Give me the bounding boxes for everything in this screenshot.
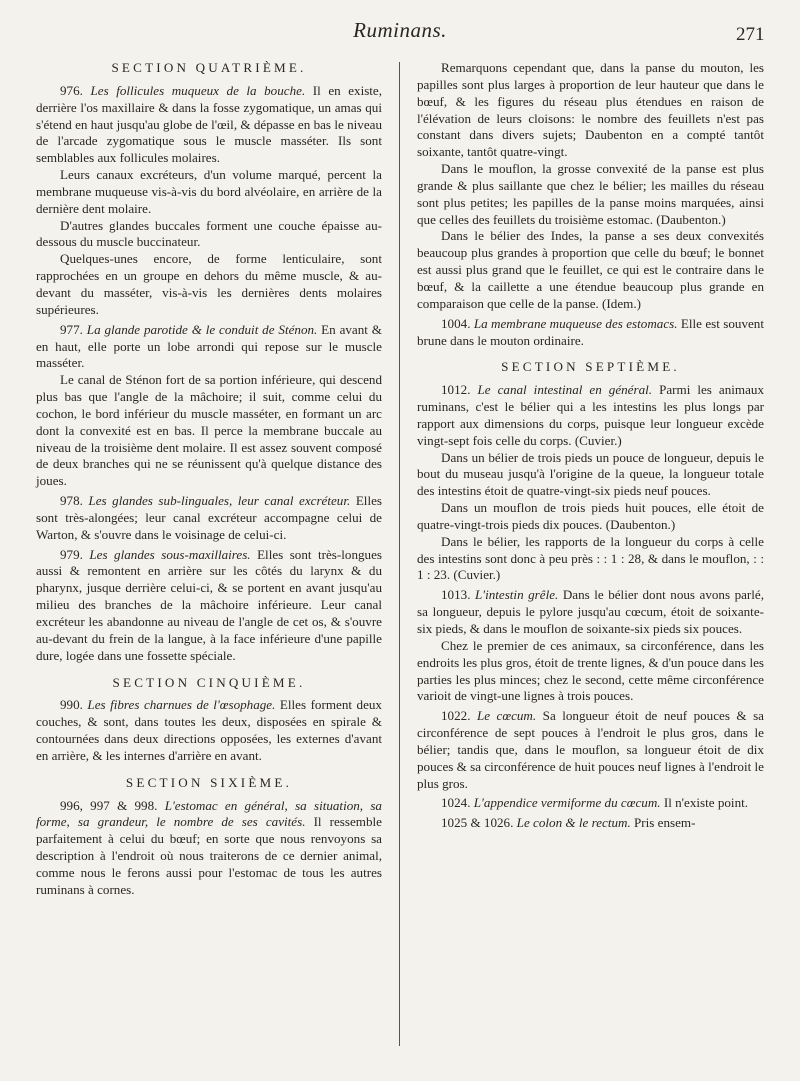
- article-text: Elles sont très-longues aussi & remontent en arrière sur les côtés du larynx & du pharynx, jusque derrière celui-ci, & se portent en avant jusqu'au milieu des branches de la mâchoire inférieure. Leur canal excréteur les abandonne au niveau de l'angle de cet os, & s'ouvre au-devant du frein de la langue, à la face inférieure d'une papille dure, logée dans une fossette spéciale.: [36, 546, 382, 663]
- article-number: 979.: [60, 546, 83, 562]
- article-text: Elles sont très-alongées; leur canal excréteur accompagne celui de Warton, & s'ouvre dans le voisinage de celui-ci.: [36, 493, 382, 542]
- left-column: [36, 60, 382, 899]
- article-1025: [417, 815, 764, 832]
- paragraph: Dans le bélier, les rapports de la longueur du corps à celle des intestins sont donc à peu près : : 1 : 28, & dans le mouflon, : : 1 : 23. (Cuvier.): [417, 533, 764, 583]
- article-text: Il ressemble parfaitement à celui du bœuf; en sorte que nous renvoyons sa description à l'endroit où nous traiterons de ce dernier animal, comme nous le ferons aussi pour l'estomac de tous les autres ruminans à cornes.: [36, 814, 382, 897]
- article-number: 978.: [60, 493, 83, 509]
- article-title: Les follicules muqueux de la bouche.: [90, 82, 306, 98]
- section-heading: SECTION SEPTIÈME.: [501, 359, 680, 375]
- article-number: 1004.: [441, 315, 471, 331]
- paragraph: Dans un bélier de trois pieds un pouce de longueur, depuis le bout du museau jusqu'à l'origine de la queue, la longueur totale des intestins étoit de quatre-vingt-six pieds neuf pouces.: [417, 449, 764, 499]
- article-1022: [417, 708, 764, 792]
- right-column: [417, 60, 764, 832]
- article-text: Il en existe, derrière l'os maxillaire & dans la fosse zygomatique, un amas qui s'étend en haut jusqu'au globe de l'œil, & dépasse en bas le niveau de l'arcade zygomatique sous le muscle masséter. Ils sont semblables aux follicules molaires.: [36, 82, 383, 166]
- article-1012: [417, 382, 764, 449]
- article-976: [36, 83, 382, 167]
- article-title: Les fibres charnues de l'œsophage.: [87, 697, 276, 713]
- article-1024: [417, 795, 764, 812]
- article-1004: [417, 316, 764, 350]
- article-text: Elle est souvent brune dans le mouton ordinaire.: [417, 315, 764, 348]
- article-1013: [417, 587, 764, 638]
- paragraph: Remarquons cependant que, dans la panse du mouton, les papilles sont plus larges à proportion de leur hauteur que dans le bœuf, & les figures du réseau plus étendues en raison de l'élévation de leurs cloisons: le nombre des feuillets n'est pas constant dans divers sujets; Daubenton en a compté tantôt soixante, tantôt quatre-vingt.: [417, 60, 764, 160]
- article-number: 1012.: [441, 382, 471, 398]
- article-title: Le cœcum.: [476, 708, 537, 724]
- article-number: 976.: [60, 82, 83, 98]
- article-title: Le colon & le rectum.: [516, 815, 631, 831]
- article-977: [36, 322, 382, 373]
- article-title: La glande parotide & le conduit de Sténon.: [86, 321, 318, 337]
- article-text: Pris ensem-: [634, 815, 696, 831]
- section-heading: SECTION CINQUIÈME.: [112, 674, 306, 690]
- section-heading: SECTION SIXIÈME.: [125, 774, 293, 790]
- paragraph: Dans un mouflon de trois pieds huit pouces, elle étoit de quatre-vingt-trois pieds dix pouces. (Daubenton.): [417, 500, 764, 532]
- paragraph: Chez le premier de ces animaux, sa circonférence, dans les endroits les plus gros, étoit de trente lignes, & d'un pouce dans les parties les plus minces; chez le second, cette même circonférence varioit de vingt-une lignes à trois pouces.: [417, 637, 764, 704]
- article-number: 1024.: [441, 795, 471, 811]
- article-978: [36, 493, 382, 544]
- article-number: 1022.: [441, 708, 471, 724]
- column-divider: [399, 62, 400, 1046]
- paragraph: Leurs canaux excréteurs, d'un volume marqué, percent la membrane muqueuse vis-à-vis du bord alvéolaire, en arrière de la dernière dent molaire.: [36, 167, 382, 216]
- article-number: 990.: [60, 697, 83, 713]
- running-head-title: Ruminans.: [353, 18, 447, 42]
- article-title: Les glandes sub-linguales, leur canal excréteur.: [88, 493, 351, 509]
- article-number: 1025 & 1026.: [441, 815, 514, 831]
- section-heading: SECTION QUATRIÈME.: [111, 60, 307, 75]
- article-number: 977.: [60, 321, 83, 337]
- article-title: La membrane muqueuse des estomacs.: [473, 315, 678, 331]
- article-number: 1013.: [441, 587, 471, 603]
- article-990: [36, 697, 382, 764]
- paragraph: Le canal de Sténon fort de sa portion inférieure, qui descend plus bas que l'angle de la mâchoire; il suit, comme celui du cochon, le bord inférieur du muscle masséter, en formant un arc dont la convexité est en bas. Il perce la membrane buccale au niveau de la troisième dent molaire. Il est assez souvent composé de deux branches qui ne se réunissent qu'à quelque distance des joues.: [36, 372, 382, 489]
- article-979: [36, 547, 382, 665]
- paragraph: Dans le mouflon, la grosse convexité de la panse est plus grande & plus saillante que chez le bélier; les mailles du réseau sont plus petites; les papilles de la panse moins marquées, ainsi que celles des feuillets du troisième estomac. (Daubenton.): [417, 161, 764, 227]
- article-996: [36, 798, 382, 899]
- article-title: Le canal intestinal en général.: [477, 382, 653, 398]
- article-title: L'estomac en général, sa situation, sa forme, sa grandeur, le nombre de ses cavités.: [36, 797, 382, 830]
- article-text: Dans le bélier dont nous avons parlé, sa longueur, depuis le pylore jusqu'au cœcum, étoit de soixante-six pieds, & dans le mouflon de soixante-six pieds six pouces.: [417, 587, 765, 636]
- article-text: En avant & en haut, elle porte un lobe arrondi qui repose sur le muscle masséter.: [36, 321, 382, 371]
- article-text: Parmi les animaux ruminans, c'est le bélier qui a les intestins les plus longs par rapport aux dimensions du corps, puisque leur longueur excède vingt-sept fois celle du corps. (Cuvier.): [417, 382, 764, 448]
- article-text: Il n'existe point.: [663, 795, 749, 811]
- paragraph: Quelques-unes encore, de forme lenticulaire, sont rapprochées en un groupe en dehors du même muscle, & au-devant du masséter, vis-à-vis les dernières dents molaires supérieures.: [36, 251, 382, 317]
- page-number: 271: [736, 24, 765, 45]
- article-text: Elles forment deux couches, & sont, dans toutes les deux, disposées en spirale & contournées dans deux directions opposées, les externes d'avant en arrière, & les internes d'arrière en avant.: [36, 697, 382, 763]
- paragraph: D'autres glandes buccales forment une couche épaisse au-dessous du muscle buccinateur.: [36, 217, 382, 250]
- article-title: Les glandes sous-maxillaires.: [89, 546, 251, 562]
- article-title: L'appendice vermiforme du cœcum.: [473, 795, 661, 811]
- article-text: Sa longueur étoit de neuf pouces & sa circonférence de sept pouces à l'endroit le plus gros, dans le bélier; tandis que, dans le mouflon, sa longueur étoit de dix pouces & sa circonférence de huit pouces neuf lignes à l'endroit le plus gros.: [417, 708, 764, 791]
- article-title: L'intestin grêle.: [474, 587, 559, 603]
- paragraph: Dans le bélier des Indes, la panse a ses deux convexités beaucoup plus grandes à proportion que celle du bœuf; le bonnet est aussi plus grand que le feuillet, ce qui est le contraire dans le bœuf, & la caillette a une étendue beaucoup plus grande en comparaison que celle de la panse. (Idem.): [417, 228, 764, 311]
- article-number: 996, 997 & 998.: [60, 797, 158, 813]
